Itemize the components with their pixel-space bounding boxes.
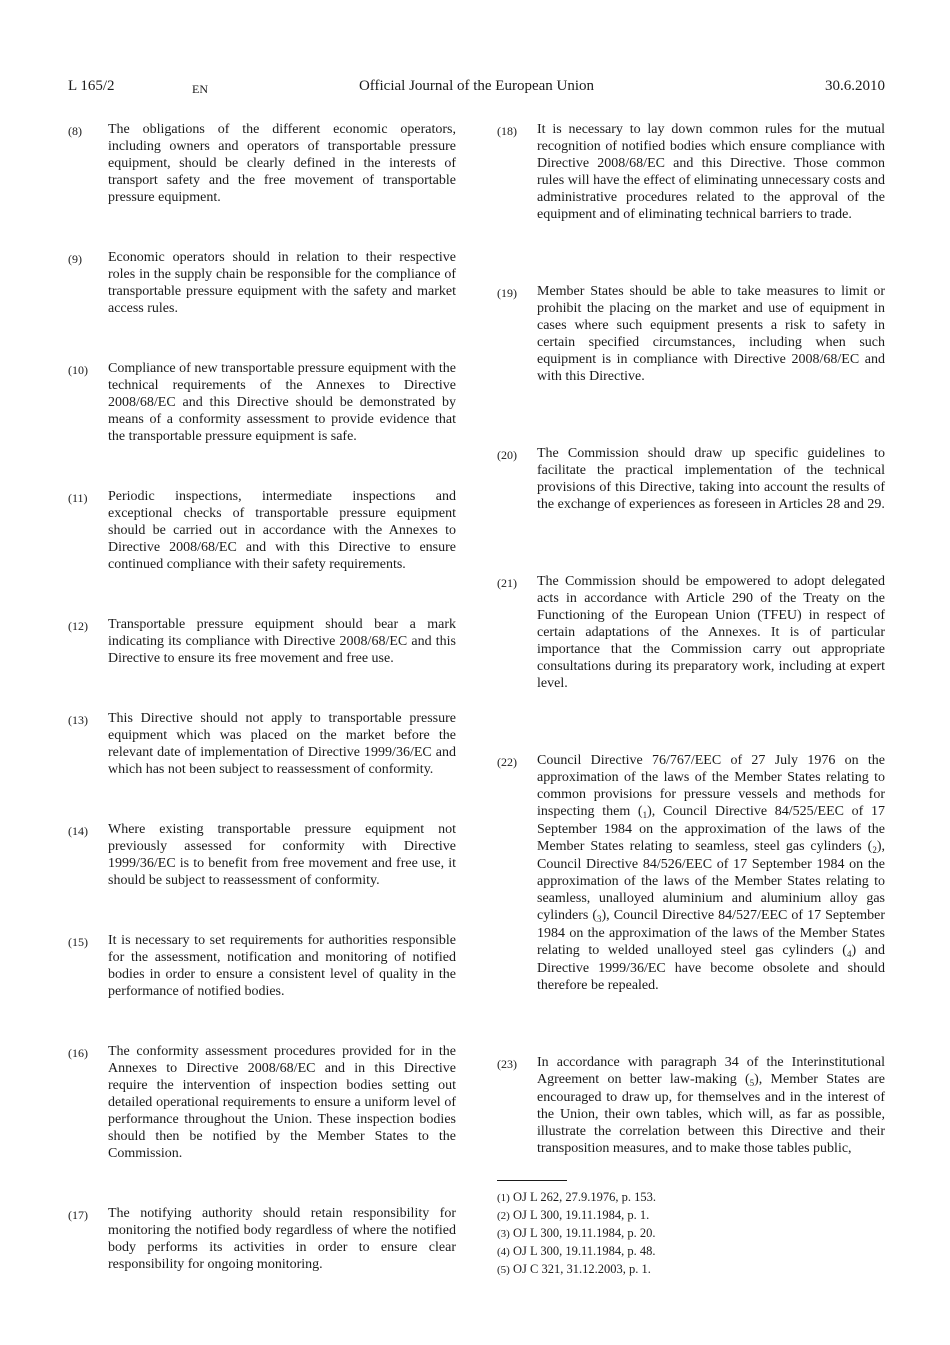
recital-11: [68, 488, 456, 573]
language-code: EN: [192, 82, 208, 96]
recital-13: [68, 710, 456, 778]
footnote-4: [497, 1243, 885, 1261]
recital-number: (14): [68, 824, 88, 838]
recital-23: [497, 1054, 885, 1157]
recital-number: (15): [68, 935, 88, 949]
recital-text: Economic operators should in relation to their respective roles in the supply chain be responsible for the compliance of transportable pressure equipment with the safety and market access rules.: [108, 250, 456, 316]
recital-20: [497, 445, 885, 513]
recital-text: Member States should be able to take measures to limit or prohibit the placing on the market and use of equipment in cases where such equipment presents a risk to safety in certain specified circumstances, including when such equipment is in compliance with Directive 2008/68/EC and with this Directive.: [537, 284, 885, 384]
recital-16: [68, 1043, 456, 1162]
footnote-text: OJ L 300, 19.11.1984, p. 20.: [513, 1226, 656, 1240]
right-column: [497, 121, 885, 1157]
recital-number: (22): [497, 755, 517, 769]
recital-number: (11): [68, 491, 88, 505]
recital-21: [497, 573, 885, 692]
recital-number: (16): [68, 1046, 88, 1060]
footnote-2: [497, 1207, 885, 1225]
recital-text: This Directive should not apply to transportable pressure equipment which was placed on the market before the relevant date of implementation of Directive 1999/36/EC and which has not been subject to reassessment of conformity.: [108, 711, 456, 777]
recital-text: Transportable pressure equipment should bear a mark indicating its compliance with Directive 2008/68/EC and this Directive to ensure its free movement and free use.: [108, 617, 456, 666]
footnotes: [497, 1189, 885, 1279]
footnote-number: (4): [497, 1246, 510, 1258]
recital-text: The Commission should draw up specific guidelines to facilitate the practical implementation of the technical provisions of this Directive, taking into account the results of the exchange of experiences as foreseen in Articles 28 and 29.: [537, 446, 885, 512]
recital-22: [497, 752, 885, 994]
footnote-ref: 1: [642, 810, 648, 820]
recital-number: (18): [497, 124, 517, 138]
recital-text: Compliance of new transportable pressure equipment with the technical requirements of the Annexes to Directive 2008/68/EC and this Directive should be demonstrated by means of a conformity assessment to provide evidence that the transportable pressure equipment is safe.: [108, 361, 456, 444]
recital-text: The Commission should be empowered to adopt delegated acts in accordance with Article 290 of the Treaty on the Functioning of the European Union (TFEU) in respect of certain adaptations of the Annexes. It is of particular importance that the Commission carry out appropriate consultations during its preparatory work, including at expert level.: [537, 574, 885, 691]
recital-10: [68, 360, 456, 445]
footnote-number: (3): [497, 1228, 510, 1240]
recital-text: The notifying authority should retain responsibility for monitoring the notified body regardless of where the notified body performs its activities in order to ensure clear responsibility for ongoing monitoring.: [108, 1206, 456, 1272]
journal-title: Official Journal of the European Union: [358, 78, 595, 94]
publication-date: 30.6.2010: [825, 78, 885, 94]
left-column: [68, 121, 456, 1273]
recital-12: [68, 616, 456, 667]
recital-text: It is necessary to set requirements for authorities responsible for the assessment, notification and monitoring of notified bodies in order to ensure a consistent level of quality in the performance of notified bodies.: [108, 933, 456, 999]
recital-8: [68, 121, 456, 206]
recital-text: The conformity assessment procedures provided for in the Annexes to Directive 2008/68/EC and in this Directive require the intervention of inspection bodies setting out detailed operational requirements to ensure a uniform level of performance throughout the Union. These inspection bodies should then be notified by the Member States to the Commission.: [108, 1044, 456, 1161]
recital-text: The obligations of the different economic operators, including owners and operators of transportable pressure equipment, should be clearly defined in the interests of transport safety and the free movement of transportable pressure equipment.: [108, 122, 456, 205]
footnote-5: [497, 1261, 885, 1279]
recital-text: Council Directive 76/767/EEC of 27 July 1976 on the approximation of the laws of the Member States relating to common provisions for pressure vessels and methods for inspecting them ($^1$), Council Directive 84/525/EEC of 17 September 1984 on the approximation of the laws of the Member States relating to seamless, steel gas cylinders ($^2$), Council Directive 84/526/EEC of 17 September 1984 on the approximation of the laws of the Member States relating to seamless, unalloyed aluminium and aluminium alloy gas cylinders ($^3$), Council Directive 84/527/EEC of 17 September 1984 on the approximation of the laws of the Member States relating to welded unalloyed steel gas cylinders ($^4$) and Directive 1999/36/EC have become obsolete and should therefore be repealed.: [537, 753, 886, 993]
recital-number: (8): [68, 124, 82, 138]
recital-number: (12): [68, 619, 88, 633]
footnote-1: [497, 1189, 885, 1207]
footnote-text: OJ C 321, 31.12.2003, p. 1.: [513, 1262, 651, 1276]
recital-number: (13): [68, 713, 88, 727]
recital-text: Where existing transportable pressure equipment not previously assessed for conformity with Directive 1999/36/EC is to benefit from free movement and free use, it should be subject to reassessment of conformity.: [108, 822, 456, 888]
page-header: [68, 78, 885, 100]
footnote-number: (2): [497, 1210, 510, 1222]
footnote-ref: 5: [749, 1078, 755, 1088]
recital-text: It is necessary to lay down common rules for the mutual recognition of notified bodies which ensure compliance with Directive 2008/68/EC and this Directive. Those common rules will have the effect of eliminating unnecessary costs and administrative procedures related to the approval of the equipment and of eliminating technical barriers to trade.: [537, 122, 885, 222]
recital-18: [497, 121, 885, 223]
recital-17: [68, 1205, 456, 1273]
recital-number: (9): [68, 252, 82, 266]
recital-15: [68, 932, 456, 1000]
recital-number: (19): [497, 286, 517, 300]
recital-number: (23): [497, 1057, 517, 1071]
journal-reference: L 165/2: [68, 78, 115, 94]
recital-text: Periodic inspections, intermediate inspections and exceptional checks of transportable pressure equipment should be carried out in accordance with the Annexes to Directive 2008/68/EC and with this Directive to ensure continued compliance with their safety requirements.: [108, 489, 456, 572]
footnote-text: OJ L 262, 27.9.1976, p. 153.: [513, 1190, 656, 1204]
footnote-ref: 4: [846, 949, 852, 959]
recital-number: (10): [68, 363, 88, 377]
recital-number: (21): [497, 576, 517, 590]
footnote-text: OJ L 300, 19.11.1984, p. 48.: [513, 1244, 656, 1258]
footnote-separator: [497, 1180, 567, 1181]
recital-number: (20): [497, 448, 517, 462]
recital-9: [68, 249, 456, 317]
recital-14: [68, 821, 456, 889]
footnote-3: [497, 1225, 885, 1243]
footnote-text: OJ L 300, 19.11.1984, p. 1.: [513, 1208, 650, 1222]
footnote-number: (1): [497, 1192, 510, 1204]
footnote-number: (5): [497, 1264, 510, 1276]
footnote-ref: 2: [872, 845, 877, 855]
recital-19: [497, 283, 885, 385]
footnote-ref: 3: [597, 914, 602, 924]
recital-text: In accordance with paragraph 34 of the Interinstitutional Agreement on better law-making ($^5$), Member States are encouraged to draw up, for themselves and in the interest of the Union, their own tables, which will, as far as possible, illustrate the correlation between this Directive and their transposition measures, and to make those tables public,: [537, 1055, 886, 1156]
recital-number: (17): [68, 1208, 88, 1222]
